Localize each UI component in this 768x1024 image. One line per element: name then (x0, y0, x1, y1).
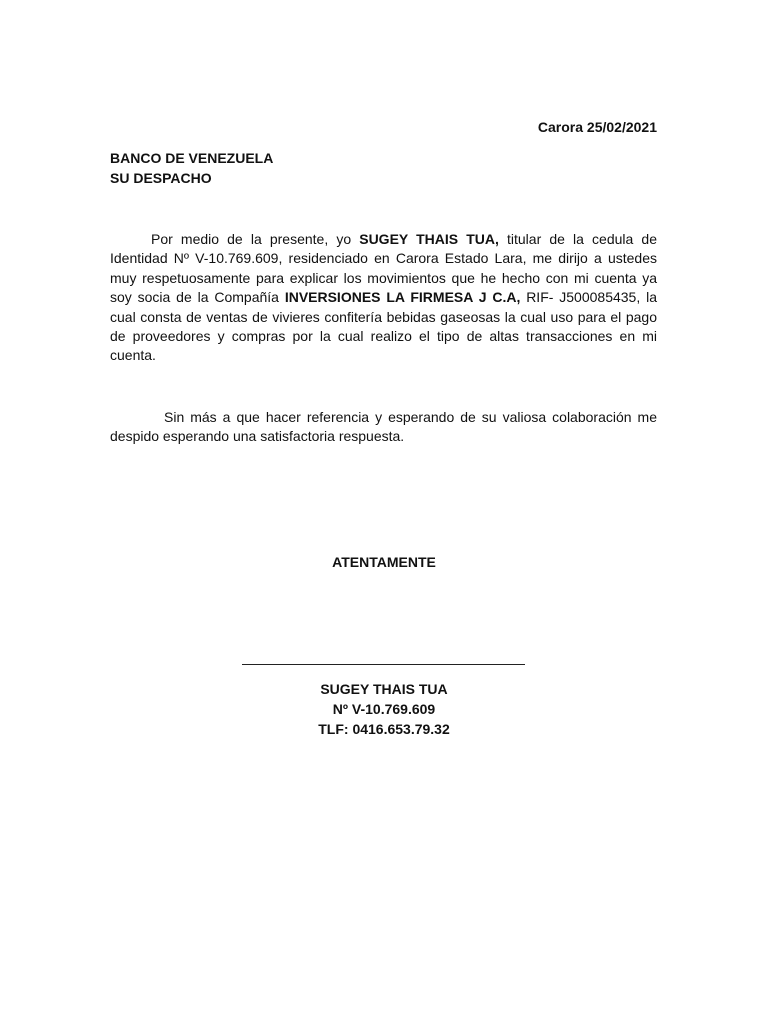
paragraph-1-middle: titular de la cedula de Identidad Nº V-10.769.609, residenciado en Carora Estado Lara, me dirijo a ustedes muy respetuosamente para explicar los movimientos que he hecho con mi cuenta ya soy socia de la Compañía (110, 231, 657, 306)
body-paragraph-1 (110, 230, 657, 366)
signer-name: SUGEY THAIS TUA (320, 681, 448, 697)
paragraph-1-end: RIF- J500085435, la cual consta de ventas de vivieres confitería bebidas gaseosas la cual uso para el pago de proveedores y compras por la cual realizo el tipo de altas transacciones en mi cuenta. (110, 289, 657, 364)
signer-id: Nº V-10.769.609 (332, 701, 436, 717)
recipient-block (110, 148, 273, 188)
signer-phone: TLF: 0416.653.79.32 (318, 721, 450, 737)
recipient-bank: BANCO DE VENEZUELA (110, 150, 274, 166)
sender-name-bold: SUGEY THAIS TUA, (359, 231, 499, 247)
company-name-bold: INVERSIONES LA FIRMESA J C.A, (284, 289, 521, 306)
recipient-salutation: SU DESPACHO (110, 170, 212, 186)
closing-salutation: ATENTAMENTE (332, 554, 436, 570)
letter-date: Carora 25/02/2021 (537, 119, 657, 135)
paragraph-1-intro: Por medio de la presente, yo (151, 231, 360, 247)
signature-line (242, 664, 525, 665)
signature-block (0, 679, 768, 739)
body-paragraph-2: Sin más a que hacer referencia y esperando de su valiosa colaboración me despido esperando una satisfactoria respuesta. (110, 409, 657, 445)
